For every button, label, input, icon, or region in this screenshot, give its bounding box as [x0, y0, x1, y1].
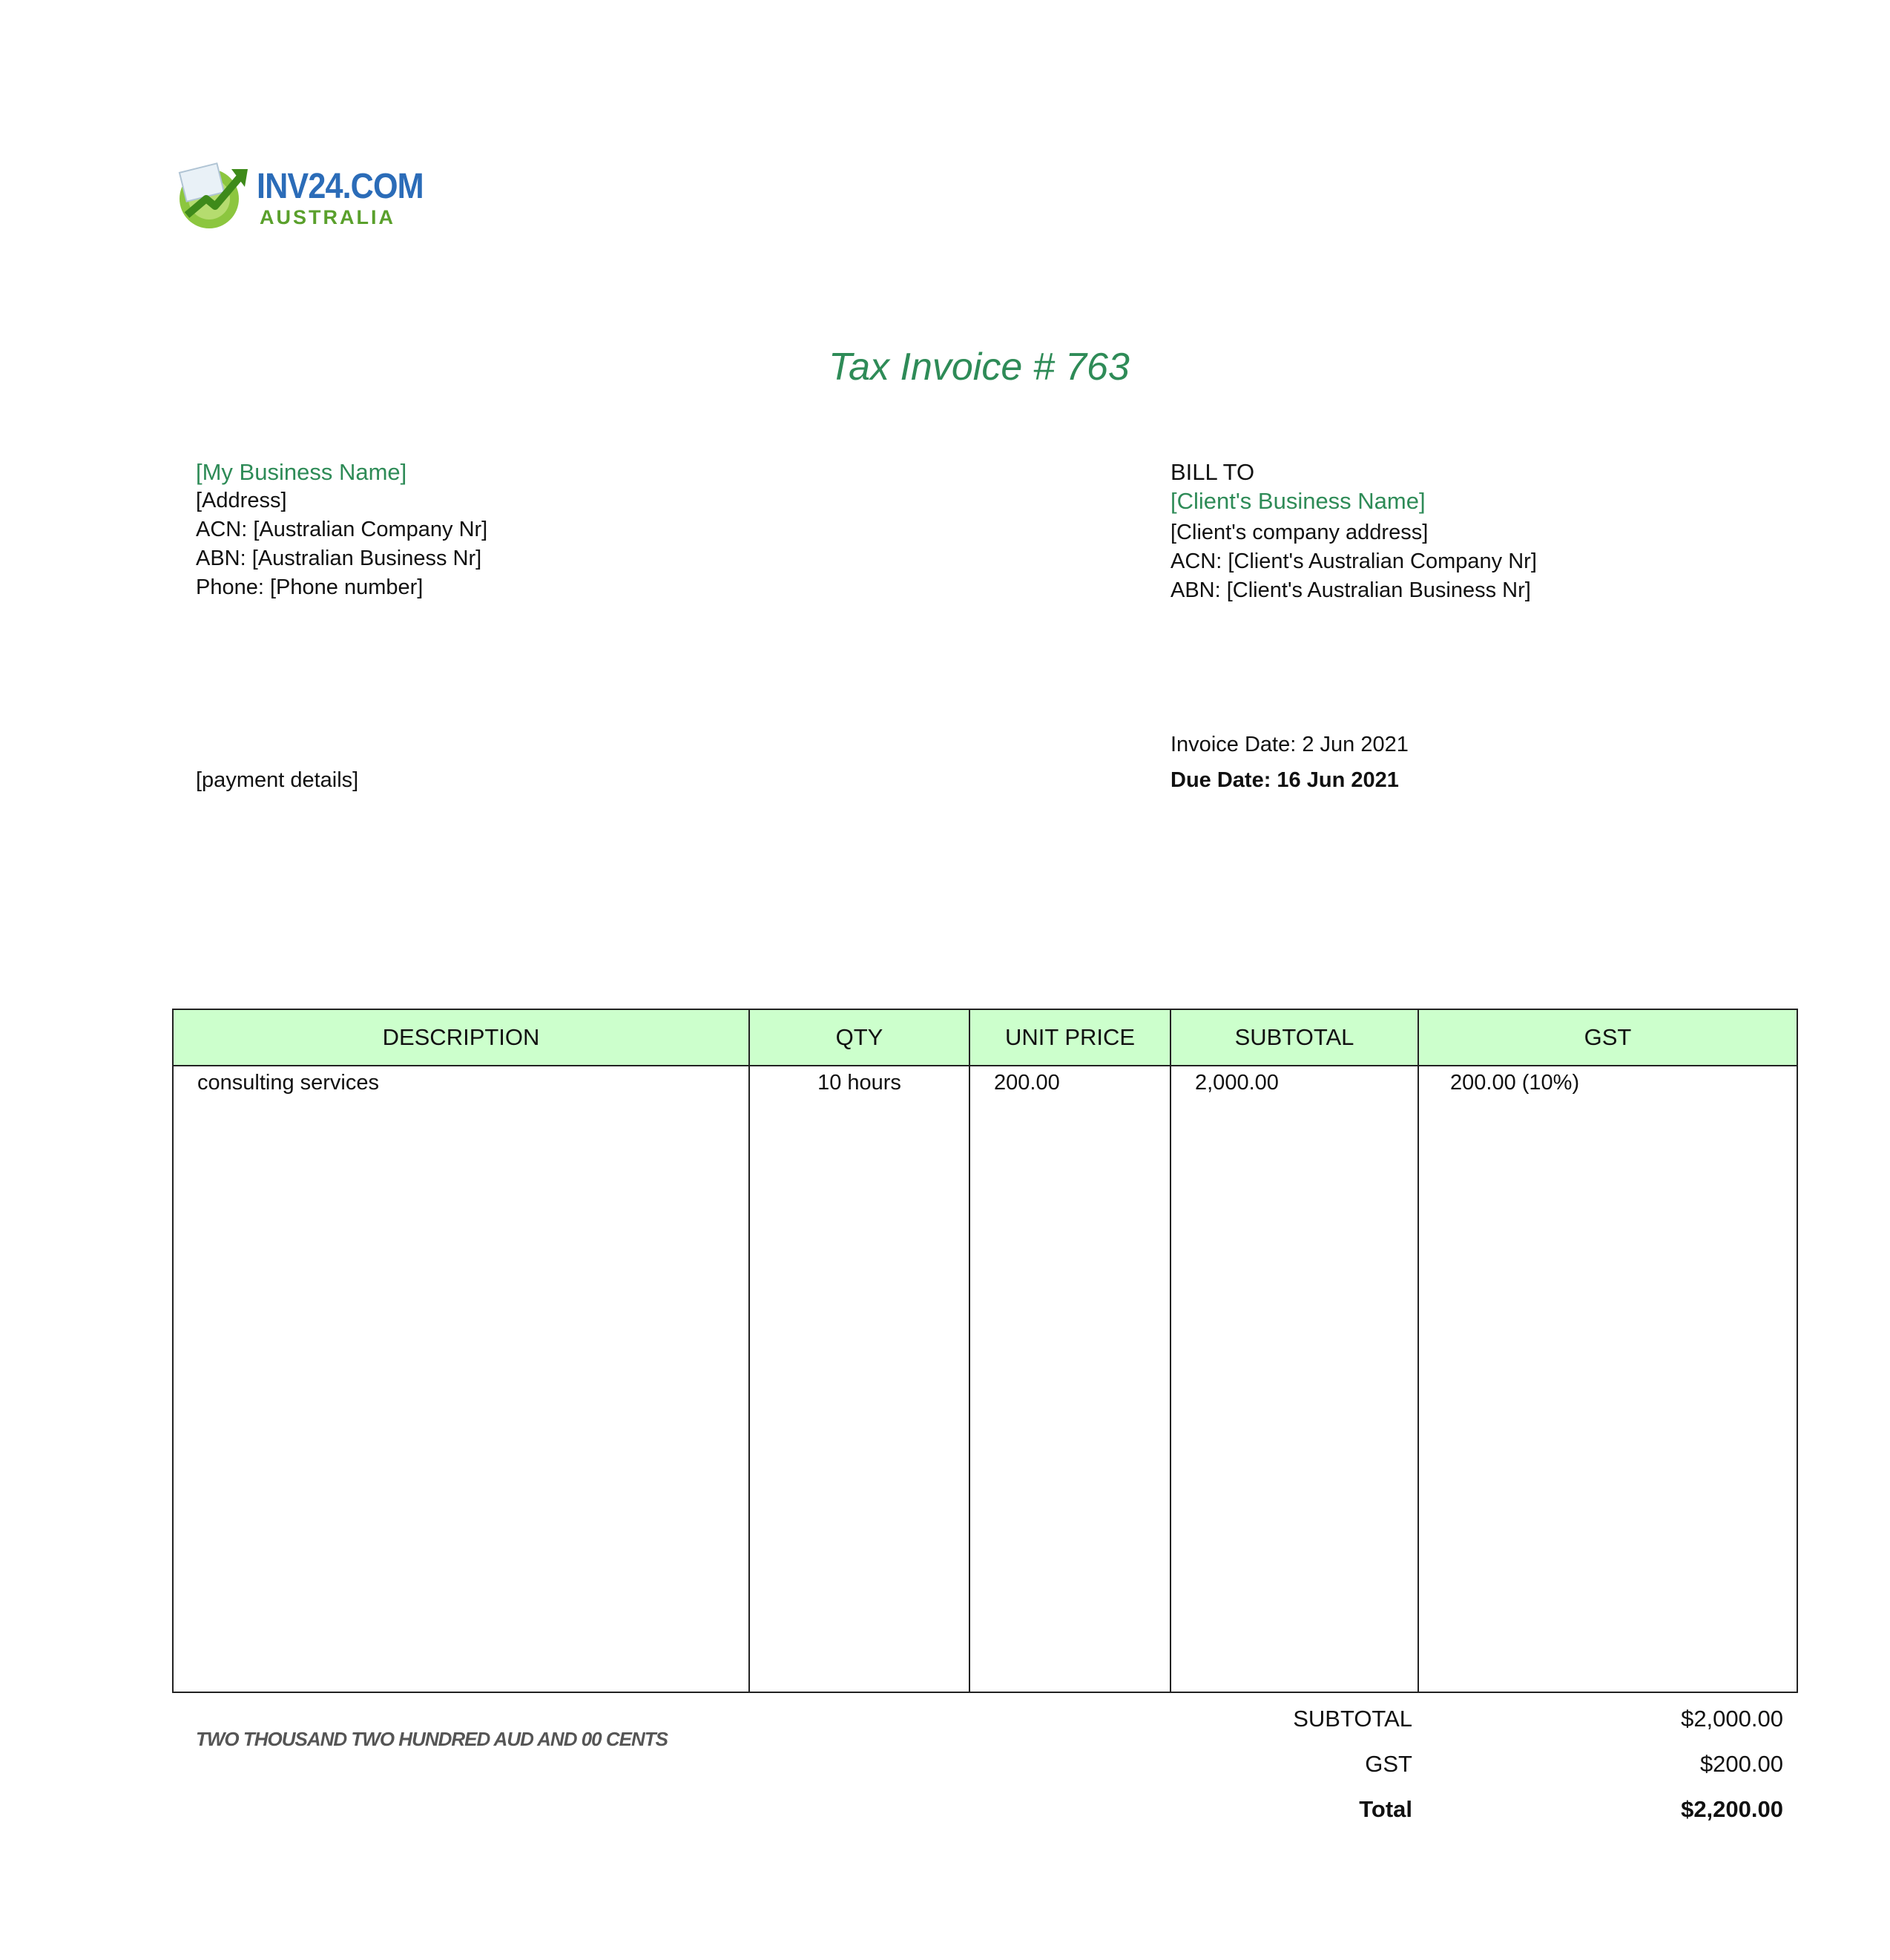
- gst-value: $200.00: [1699, 1751, 1783, 1777]
- cell-gst: 200.00 (10%): [1418, 1066, 1797, 1692]
- column-header-qty: QTY: [749, 1009, 969, 1066]
- client-address: [Client's company address]: [1170, 521, 1429, 544]
- seller-address: [Address]: [196, 489, 287, 512]
- company-logo: [172, 160, 424, 231]
- items-table: [172, 1009, 1798, 1693]
- cell-unit-price: 200.00: [969, 1066, 1170, 1692]
- column-header-subtotal: SUBTOTAL: [1170, 1009, 1418, 1066]
- due-date: Due Date: 16 Jun 2021: [1170, 768, 1399, 792]
- logo-subtitle: AUSTRALIA: [260, 206, 395, 228]
- subtotal-label: SUBTOTAL: [1293, 1706, 1412, 1732]
- seller-block: [196, 458, 487, 602]
- seller-acn: ACN: [Australian Company Nr]: [196, 518, 488, 541]
- total-label: Total: [1359, 1796, 1412, 1822]
- logo-wordmark: INV24.COM: [257, 167, 424, 206]
- table-header-row: [173, 1009, 1797, 1066]
- client-acn: ACN: [Client's Australian Company Nr]: [1170, 550, 1537, 573]
- seller-abn: ABN: [Australian Business Nr]: [196, 547, 482, 570]
- seller-name: [My Business Name]: [196, 459, 407, 485]
- column-header-unit-price: UNIT PRICE: [969, 1009, 1170, 1066]
- bill-to-block: [1170, 458, 1537, 605]
- logo-mark-icon: [172, 160, 254, 231]
- amount-in-words: TWO THOUSAND TWO HUNDRED AUD AND 00 CENTS: [196, 1728, 668, 1750]
- subtotal-value: $2,000.00: [1681, 1706, 1783, 1732]
- client-abn: ABN: [Client's Australian Business Nr]: [1170, 578, 1531, 602]
- invoice-date: Invoice Date: 2 Jun 2021: [1170, 733, 1409, 756]
- table-row: [173, 1066, 1797, 1692]
- seller-phone: Phone: [Phone number]: [196, 575, 424, 599]
- gst-label: GST: [1365, 1751, 1412, 1777]
- total-value: $2,200.00: [1681, 1796, 1783, 1822]
- invoice-title: Tax Invoice # 763: [829, 346, 1130, 389]
- payment-details: [payment details]: [196, 768, 359, 792]
- cell-subtotal: 2,000.00: [1170, 1066, 1418, 1692]
- bill-to-heading: BILL TO: [1170, 459, 1255, 485]
- cell-description: consulting services: [173, 1066, 749, 1692]
- client-name: [Client's Business Name]: [1170, 488, 1426, 514]
- cell-qty: 10 hours: [749, 1066, 969, 1692]
- column-header-gst: GST: [1418, 1009, 1797, 1066]
- column-header-description: DESCRIPTION: [173, 1009, 749, 1066]
